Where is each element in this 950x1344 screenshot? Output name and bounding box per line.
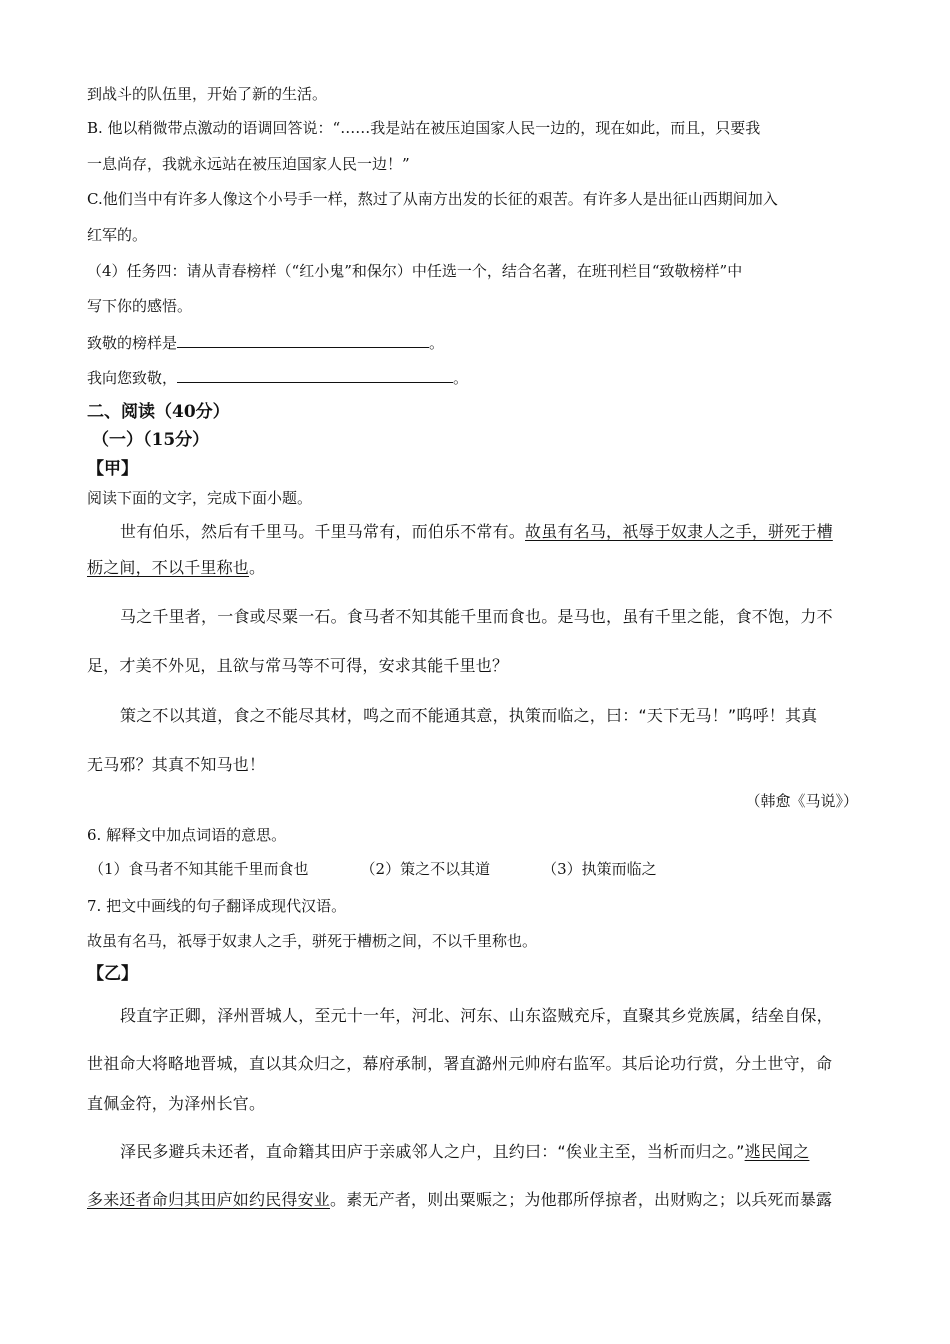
- option-c-line: 红军的。: [87, 226, 148, 244]
- passage-line: [87, 558, 265, 578]
- passage-line: [87, 1190, 832, 1210]
- fill-suffix: 。: [429, 334, 445, 352]
- passage-text: 。: [249, 558, 266, 577]
- question-6-items: [89, 859, 657, 879]
- passage-line: [120, 1142, 809, 1162]
- passage-line: 策之不以其道，食之不能尽其材，鸣之而不能通其意，执策而临之，曰：“天下无马！”呜呼！其真: [120, 706, 818, 725]
- task4-line: （4）任务四：请从青春榜样（“红小鬼”和保尔）中任选一个，结合名著，在班刊栏目“致敬榜样”中: [87, 262, 743, 280]
- q6-item: （2）策之不以其道: [360, 860, 491, 878]
- passage-source: （韩愈《马说》）: [745, 792, 858, 810]
- passage-text: 。素无产者，则出粟赈之；为他郡所俘掠者，出财购之；以兵死而暴露: [330, 1190, 833, 1209]
- fill-label: 我向您致敬，: [87, 369, 178, 387]
- option-c-line: C.他们当中有许多人像这个小号手一样，熬过了从南方出发的长征的艰苦。有许多人是出征山西期间加入: [87, 190, 778, 208]
- option-b-line: B. 他以稍微带点激动的语调回答说：“……我是站在被压迫国家人民一边的，现在如此，而且，只要我: [87, 119, 761, 137]
- passage-text: 世有伯乐，然后有千里马。千里马常有，而伯乐不常有。: [120, 522, 526, 541]
- fill-line-role-model: [87, 333, 444, 353]
- subsection-title: （一）（15分）: [92, 430, 210, 450]
- passage-label-yi: 【乙】: [87, 964, 138, 984]
- passage-line: 段直字正卿，泽州晋城人，至元十一年，河北、河东、山东盗贼充斥，直聚其乡党族属，结垒自保，: [120, 1006, 833, 1025]
- passage-line: 无马邪？其真不知马也！: [87, 755, 266, 774]
- option-b-line: 一息尚存，我就永远站在被压迫国家人民一边！”: [87, 155, 410, 173]
- fill-label: 致敬的榜样是: [87, 334, 178, 352]
- underlined-sentence: 故虽有名马，祇辱于奴隶人之手，骈死于槽: [525, 522, 833, 541]
- fill-suffix: 。: [453, 369, 469, 387]
- passage-line: 足，才美不外见，且欲与常马等不可得，安求其能千里也？: [87, 656, 509, 675]
- underlined-sentence: 枥之间，不以千里称也: [87, 558, 250, 577]
- q6-item: （1）食马者不知其能千里而食也: [89, 860, 309, 878]
- text-line: 到战斗的队伍里，开始了新的生活。: [87, 85, 328, 103]
- underlined-sentence: 多来还者命归其田庐如约民得安业: [87, 1190, 331, 1209]
- passage-line: 世祖命大将略地晋城，直以其众归之，幕府承制，署直潞州元帅府右监军。其后论功行赏，分土世守，命: [87, 1054, 833, 1073]
- underlined-sentence: 逃民闻之: [744, 1142, 810, 1161]
- question-7: 7. 把文中画线的句子翻译成现代汉语。: [87, 897, 347, 915]
- answer-blank[interactable]: [177, 368, 453, 383]
- passage-line: 马之千里者，一食或尽粟一石。食马者不知其能千里而食也。是马也，虽有千里之能，食不饱，力不: [120, 607, 833, 626]
- answer-blank[interactable]: [177, 333, 429, 348]
- section-title: 二、阅读（40分）: [87, 402, 230, 422]
- question-7-text: 故虽有名马，祇辱于奴隶人之手，骈死于槽枥之间，不以千里称也。: [87, 932, 538, 950]
- q6-item: （3）执策而临之: [542, 860, 657, 878]
- fill-line-salute: [87, 368, 468, 388]
- passage-text: 泽民多避兵未还者，直命籍其田庐于亲戚邻人之户，且约曰：“俟业主至，当析而归之。”: [120, 1142, 745, 1161]
- passage-line: [120, 522, 833, 542]
- passage-line: 直佩金符，为泽州长官。: [87, 1094, 266, 1113]
- question-6: 6. 解释文中加点词语的意思。: [87, 826, 287, 844]
- passage-label-jia: 【甲】: [87, 459, 138, 479]
- instruction: 阅读下面的文字，完成下面小题。: [87, 489, 313, 507]
- task4-line: 写下你的感悟。: [87, 297, 193, 315]
